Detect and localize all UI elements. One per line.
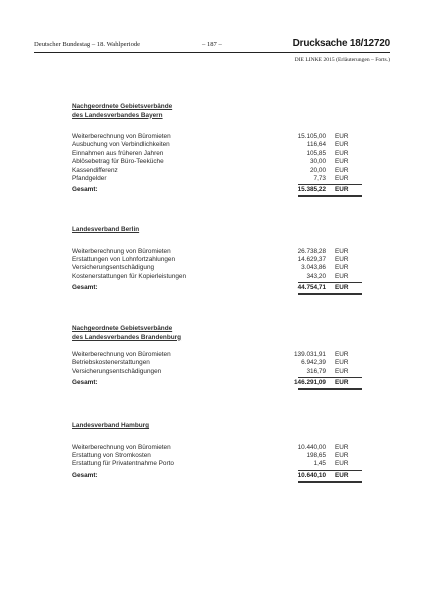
item-currency: EUR <box>335 158 349 166</box>
item-currency: EUR <box>335 460 349 468</box>
total-row <box>72 378 362 388</box>
total-amount: 146.291,09 <box>294 379 326 387</box>
item-label: Betriebskostenerstattungen <box>72 359 150 367</box>
item-label: Kassendifferenz <box>72 166 118 174</box>
item-amount: 139.031,91 <box>294 351 326 358</box>
item-list <box>72 248 362 282</box>
total-currency: EUR <box>335 379 349 387</box>
total-amount: 44.754,71 <box>297 284 326 292</box>
item-amount: 316,79 <box>306 367 326 375</box>
total-amount: 10.640,10 <box>297 471 326 479</box>
total-amount: 15.385,22 <box>297 186 326 194</box>
item-currency: EUR <box>335 149 349 157</box>
item-list <box>72 351 362 376</box>
section-berlin <box>72 226 362 293</box>
total-box <box>298 282 362 295</box>
item-label: Weiterberechnung von Büromieten <box>72 133 171 140</box>
item-currency: EUR <box>335 264 349 272</box>
section-title <box>72 226 362 235</box>
item-label: Weiterberechnung von Büromieten <box>72 443 171 451</box>
item-label: Erstattung für Privatentnahme Porto <box>72 460 174 468</box>
item-amount: 198,65 <box>306 451 326 459</box>
item-label: Versicherungsentschädigung <box>72 264 155 272</box>
item-amount: 116,64 <box>306 141 326 149</box>
item-currency: EUR <box>335 133 349 140</box>
total-row <box>72 471 362 481</box>
total-label: Gesamt: <box>72 186 98 194</box>
item-list <box>72 133 362 183</box>
item-amount: 343,20 <box>306 272 326 280</box>
header-publication: Deutscher Bundestag – 18. Wahlperiode <box>34 41 141 48</box>
item-label: Erstattungen von Lohnfortzahlungen <box>72 255 176 263</box>
total-label: Gesamt: <box>72 284 98 292</box>
item-label: Pfandgelder <box>72 174 107 182</box>
list-item <box>72 273 362 281</box>
total-label: Gesamt: <box>72 379 98 387</box>
item-amount: 7,73 <box>313 174 326 182</box>
section-title-line: Landesverband Hamburg <box>72 422 150 429</box>
item-amount: 26.738,28 <box>297 247 326 255</box>
section-title-line: Nachgeordnete Gebietsverbände <box>72 103 173 110</box>
item-label: Weiterberechnung von Büromieten <box>72 247 171 255</box>
item-currency: EUR <box>335 351 349 358</box>
list-item <box>72 141 362 149</box>
item-currency: EUR <box>335 451 349 459</box>
item-label: Versicherungsentschädigungen <box>72 367 162 375</box>
section-brandenburg <box>72 325 362 388</box>
total-box <box>294 377 362 390</box>
item-label: Erstattung von Stromkosten <box>72 451 151 459</box>
item-currency: EUR <box>335 272 349 280</box>
item-amount: 105,85 <box>306 149 326 157</box>
item-currency: EUR <box>335 174 349 182</box>
section-subheader: DIE LINKE 2015 (Erläuterungen – Forts.) <box>294 57 390 63</box>
item-currency: EUR <box>335 166 349 174</box>
total-currency: EUR <box>335 471 349 479</box>
item-amount: 30,00 <box>310 158 326 166</box>
section-hamburg <box>72 422 362 481</box>
list-item <box>72 368 362 376</box>
section-title-line: Nachgeordnete Gebietsverbände <box>72 325 173 332</box>
section-title <box>72 325 362 342</box>
list-item <box>72 444 362 452</box>
item-list <box>72 444 362 469</box>
section-title-line: Landesverband Berlin <box>72 226 140 233</box>
page-number: – 187 – <box>202 41 222 48</box>
list-item <box>72 359 362 367</box>
list-item <box>72 264 362 272</box>
total-box <box>298 470 362 483</box>
item-label: Kostenerstattungen für Kopierleistungen <box>72 272 187 280</box>
item-currency: EUR <box>335 141 349 149</box>
item-currency: EUR <box>335 367 349 375</box>
list-item <box>72 175 362 183</box>
item-currency: EUR <box>335 443 349 451</box>
item-amount: 20,00 <box>310 166 326 174</box>
item-amount: 10.440,00 <box>297 443 326 451</box>
list-item <box>72 150 362 158</box>
list-item <box>72 256 362 264</box>
item-currency: EUR <box>335 359 349 367</box>
total-label: Gesamt: <box>72 471 98 479</box>
list-item <box>72 351 362 359</box>
item-currency: EUR <box>335 247 349 255</box>
total-row <box>72 283 362 293</box>
total-row <box>72 185 362 195</box>
list-item <box>72 133 362 141</box>
total-currency: EUR <box>335 186 349 194</box>
item-label: Einnahmen aus früheren Jahren <box>72 149 164 157</box>
item-amount: 3.043,86 <box>301 264 326 272</box>
item-amount: 15.105,00 <box>297 133 326 140</box>
document-number: Drucksache 18/12720 <box>292 38 390 49</box>
item-label: Ablösebetrag für Büro-Teeküche <box>72 158 164 166</box>
list-item <box>72 248 362 256</box>
total-box <box>298 184 362 197</box>
item-amount: 1,45 <box>313 460 326 468</box>
item-amount: 14.629,37 <box>297 255 326 263</box>
page-header <box>34 38 390 53</box>
section-title-line: des Landesverbandes Brandenburg <box>72 333 182 341</box>
item-label: Ausbuchung von Verbindlichkeiten <box>72 141 170 149</box>
total-currency: EUR <box>335 284 349 292</box>
section-title <box>72 422 362 431</box>
list-item <box>72 158 362 166</box>
section-title-line: des Landesverbandes Bayern <box>72 111 163 119</box>
list-item <box>72 460 362 468</box>
item-currency: EUR <box>335 255 349 263</box>
list-item <box>72 452 362 460</box>
item-amount: 6.942,39 <box>301 359 326 367</box>
section-bayern <box>72 103 362 195</box>
section-title <box>72 103 362 120</box>
list-item <box>72 167 362 175</box>
item-label: Weiterberechnung von Büromieten <box>72 351 171 358</box>
